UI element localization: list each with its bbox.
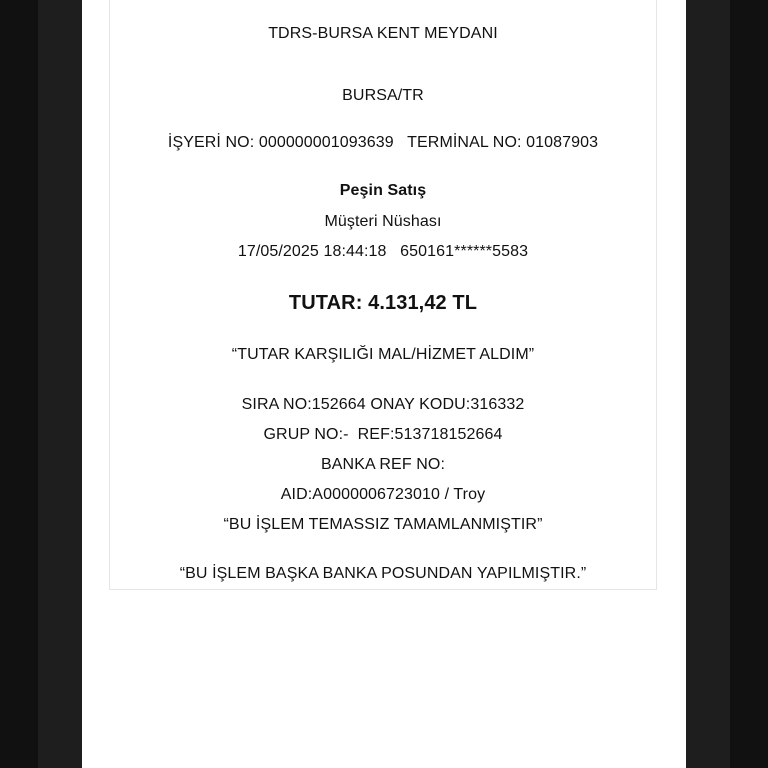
copy-label: Müşteri Nüshası	[324, 213, 442, 230]
amount-total: TUTAR: 4.131,42 TL	[288, 292, 478, 314]
right-dark-border	[686, 0, 730, 768]
other-bank-note: “BU İŞLEM BAŞKA BANKA POSUNDAN YAPILMIŞTIR.”	[179, 565, 587, 582]
merchant-city: BURSA/TR	[342, 87, 424, 104]
application-id: AID:A0000006723010 / Troy	[280, 486, 486, 503]
transaction-type: Peşin Satış	[339, 182, 427, 199]
document-page	[82, 0, 686, 768]
pos-receipt	[109, 0, 657, 590]
merchant-name: TDRS-BURSA KENT MEYDANI	[268, 25, 498, 42]
acknowledgement-text: “TUTAR KARŞILIĞI MAL/HİZMET ALDIM”	[231, 346, 535, 363]
left-dark-border	[38, 0, 82, 768]
contactless-note: “BU İŞLEM TEMASSIZ TAMAMLANMIŞTIR”	[223, 516, 543, 533]
group-reference: GRUP NO:- REF:513718152664	[263, 426, 503, 443]
sequence-approval-code: SIRA NO:152664 ONAY KODU:316332	[241, 396, 525, 413]
merchant-terminal-ids: İŞYERİ NO: 000000001093639 TERMİNAL NO: 01087903	[167, 134, 599, 151]
datetime-card-number: 17/05/2025 18:44:18 650161******5583	[237, 243, 529, 260]
bank-reference: BANKA REF NO:	[321, 456, 445, 473]
